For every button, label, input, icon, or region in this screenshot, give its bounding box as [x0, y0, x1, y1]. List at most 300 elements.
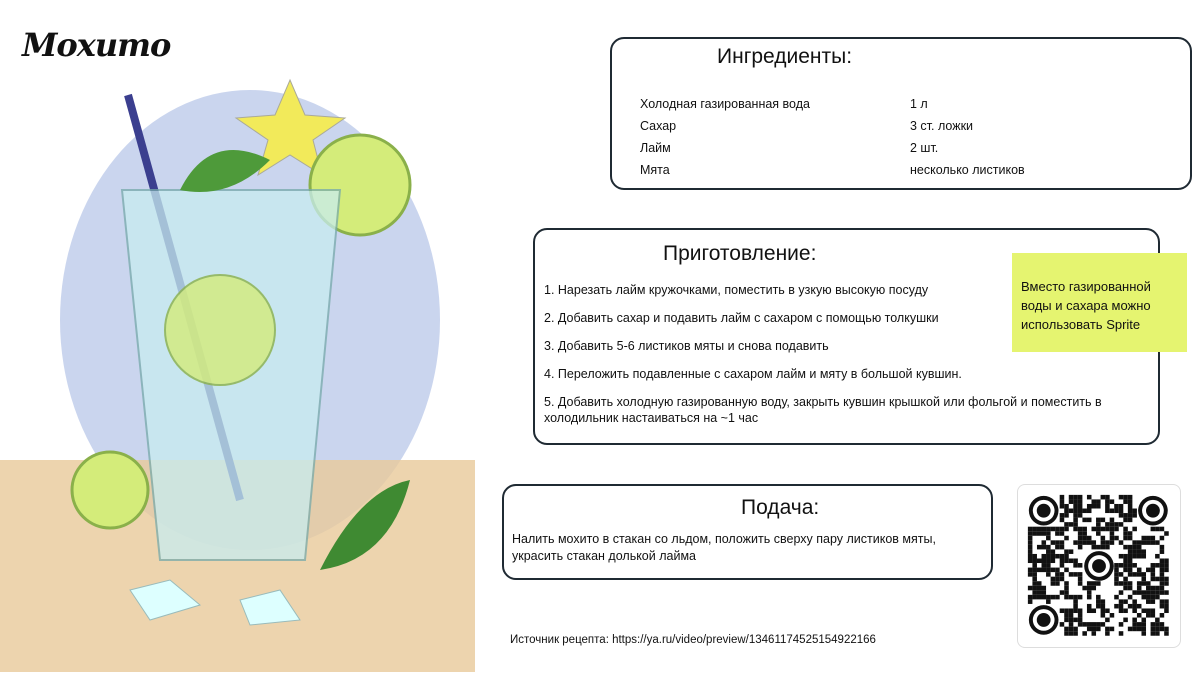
qr-module — [1110, 499, 1115, 504]
ingredient-amount: 1 л — [910, 97, 928, 111]
qr-module — [1155, 586, 1160, 591]
qr-module — [1064, 504, 1069, 509]
qr-module — [1146, 540, 1151, 545]
qr-module — [1141, 540, 1146, 545]
qr-module — [1137, 622, 1142, 627]
qr-module — [1069, 499, 1074, 504]
step: 4. Переложить подавленные с сахаром лайм и мяту в большой кувшин. — [544, 367, 962, 381]
qr-module — [1078, 495, 1083, 500]
qr-module — [1160, 558, 1165, 563]
qr-module — [1051, 540, 1056, 545]
qr-module — [1028, 586, 1033, 591]
qr-module — [1146, 599, 1151, 604]
qr-module — [1137, 572, 1142, 577]
qr-module — [1082, 509, 1087, 514]
qr-module — [1069, 558, 1074, 563]
qr-center-logo — [1092, 559, 1106, 573]
qr-module — [1073, 604, 1078, 609]
qr-module — [1119, 554, 1124, 559]
qr-module — [1123, 586, 1128, 591]
ingredient-row — [640, 97, 1180, 111]
step: 5. Добавить холодную газированную воду, закрыть кувшин крышкой или фольгой и поместить в холодильник настаиваться на ~1 час — [544, 395, 1102, 425]
qr-module — [1132, 627, 1137, 632]
qr-module — [1091, 499, 1096, 504]
qr-module — [1096, 531, 1101, 536]
qr-module — [1055, 554, 1060, 559]
qr-module — [1091, 527, 1096, 532]
qr-module — [1123, 536, 1128, 541]
qr-module — [1060, 531, 1065, 536]
qr-module — [1151, 608, 1156, 613]
qr-module — [1123, 558, 1128, 563]
qr-module — [1078, 499, 1083, 504]
qr-module — [1119, 631, 1124, 636]
qr-module — [1028, 545, 1033, 550]
qr-module — [1078, 531, 1083, 536]
qr-module — [1151, 622, 1156, 627]
qr-module — [1087, 595, 1092, 600]
qr-module — [1132, 618, 1137, 623]
qr-module — [1123, 581, 1128, 586]
qr-module — [1160, 586, 1165, 591]
qr-module — [1119, 509, 1124, 514]
qr-module — [1123, 545, 1128, 550]
qr-module — [1078, 527, 1083, 532]
qr-module — [1032, 554, 1037, 559]
qr-module — [1164, 604, 1169, 609]
qr-module — [1123, 495, 1128, 500]
recipe-source: Источник рецепта: https://ya.ru/video/preview/13461174525154922166 — [510, 634, 876, 646]
qr-module — [1141, 549, 1146, 554]
qr-module — [1119, 590, 1124, 595]
qr-module — [1110, 540, 1115, 545]
qr-module — [1114, 504, 1119, 509]
qr-module — [1141, 572, 1146, 577]
qr-module — [1123, 499, 1128, 504]
qr-module — [1119, 604, 1124, 609]
qr-module — [1087, 509, 1092, 514]
qr-module — [1101, 599, 1106, 604]
qr-module — [1164, 599, 1169, 604]
qr-module — [1123, 513, 1128, 518]
qr-module — [1101, 608, 1106, 613]
qr-module — [1101, 604, 1106, 609]
qr-module — [1037, 527, 1042, 532]
ingredient-name: Сахар — [640, 119, 677, 133]
qr-module — [1119, 608, 1124, 613]
qr-module — [1028, 599, 1033, 604]
qr-module — [1032, 572, 1037, 577]
qr-module — [1114, 604, 1119, 609]
qr-module — [1028, 527, 1033, 532]
qr-module — [1069, 631, 1074, 636]
qr-module — [1160, 577, 1165, 582]
qr-module — [1132, 563, 1137, 568]
qr-module — [1060, 558, 1065, 563]
ingredient-row — [640, 163, 1180, 177]
qr-module — [1078, 595, 1083, 600]
qr-module — [1128, 558, 1133, 563]
qr-module — [1164, 563, 1169, 568]
qr-module — [1123, 531, 1128, 536]
qr-module — [1105, 527, 1110, 532]
qr-module — [1132, 590, 1137, 595]
qr-module — [1060, 572, 1065, 577]
ingredient-amount: 2 шт. — [910, 141, 939, 155]
qr-module — [1137, 568, 1142, 573]
ingredients-heading: Ингредиенты: — [717, 45, 853, 68]
qr-module — [1073, 572, 1078, 577]
qr-module — [1137, 581, 1142, 586]
qr-module — [1146, 586, 1151, 591]
qr-module — [1141, 627, 1146, 632]
qr-module — [1028, 540, 1033, 545]
qr-module — [1042, 558, 1047, 563]
qr-module — [1087, 518, 1092, 523]
qr-module — [1028, 531, 1033, 536]
qr-module — [1164, 558, 1169, 563]
qr-module — [1091, 608, 1096, 613]
qr-module — [1155, 563, 1160, 568]
qr-module — [1151, 563, 1156, 568]
qr-module — [1073, 518, 1078, 523]
qr-module — [1146, 590, 1151, 595]
qr-module — [1046, 568, 1051, 573]
qr-module — [1087, 540, 1092, 545]
qr-module — [1064, 558, 1069, 563]
qr-module — [1132, 527, 1137, 532]
qr-module — [1160, 536, 1165, 541]
qr-module — [1132, 540, 1137, 545]
qr-module — [1032, 586, 1037, 591]
qr-module — [1119, 513, 1124, 518]
qr-module — [1078, 563, 1083, 568]
qr-module — [1060, 499, 1065, 504]
qr-module — [1055, 531, 1060, 536]
qr-module — [1128, 595, 1133, 600]
qr-module — [1146, 595, 1151, 600]
qr-module — [1105, 504, 1110, 509]
qr-module — [1155, 595, 1160, 600]
qr-module — [1060, 518, 1065, 523]
qr-module — [1073, 522, 1078, 527]
qr-module — [1091, 631, 1096, 636]
qr-module — [1046, 527, 1051, 532]
qr-module — [1069, 522, 1074, 527]
qr-finder-pattern — [1037, 613, 1051, 627]
qr-module — [1155, 527, 1160, 532]
qr-module — [1073, 504, 1078, 509]
qr-module — [1160, 622, 1165, 627]
qr-module — [1114, 522, 1119, 527]
qr-module — [1128, 545, 1133, 550]
qr-module — [1114, 581, 1119, 586]
qr-module — [1082, 527, 1087, 532]
qr-module — [1042, 563, 1047, 568]
qr-module — [1028, 536, 1033, 541]
qr-module — [1046, 531, 1051, 536]
qr-module — [1132, 509, 1137, 514]
qr-module — [1160, 527, 1165, 532]
qr-module — [1091, 545, 1096, 550]
qr-module — [1078, 545, 1083, 550]
qr-module — [1064, 554, 1069, 559]
qr-module — [1137, 586, 1142, 591]
qr-module — [1064, 613, 1069, 618]
qr-module — [1073, 627, 1078, 632]
qr-module — [1082, 518, 1087, 523]
serving-card — [502, 484, 993, 580]
qr-module — [1114, 568, 1119, 573]
qr-module — [1078, 618, 1083, 623]
qr-module — [1128, 604, 1133, 609]
qr-module — [1064, 608, 1069, 613]
qr-module — [1132, 513, 1137, 518]
qr-module — [1155, 627, 1160, 632]
qr-module — [1028, 595, 1033, 600]
qr-module — [1060, 590, 1065, 595]
qr-module — [1137, 549, 1142, 554]
serving-heading: Подача: — [741, 496, 820, 519]
qr-module — [1119, 540, 1124, 545]
qr-finder-pattern — [1146, 504, 1160, 518]
qr-module — [1046, 595, 1051, 600]
qr-module — [1114, 572, 1119, 577]
qr-module — [1096, 595, 1101, 600]
qr-module — [1141, 577, 1146, 582]
qr-module — [1087, 627, 1092, 632]
ingredient-row — [640, 119, 1180, 133]
qr-module — [1110, 627, 1115, 632]
qr-module — [1096, 518, 1101, 523]
qr-module — [1028, 558, 1033, 563]
qr-module — [1123, 563, 1128, 568]
qr-module — [1151, 586, 1156, 591]
qr-module — [1123, 568, 1128, 573]
preparation-heading: Приготовление: — [663, 242, 817, 265]
qr-module — [1091, 622, 1096, 627]
qr-module — [1164, 577, 1169, 582]
qr-module — [1073, 595, 1078, 600]
qr-module — [1064, 536, 1069, 541]
qr-module — [1064, 568, 1069, 573]
qr-module — [1073, 599, 1078, 604]
qr-module — [1064, 631, 1069, 636]
qr-module — [1073, 513, 1078, 518]
qr-module — [1155, 554, 1160, 559]
qr-module — [1096, 599, 1101, 604]
qr-module — [1151, 627, 1156, 632]
qr-module — [1037, 558, 1042, 563]
qr-module — [1151, 568, 1156, 573]
qr-module — [1055, 595, 1060, 600]
qr-module — [1087, 604, 1092, 609]
qr-module — [1128, 531, 1133, 536]
qr-module — [1155, 622, 1160, 627]
qr-module — [1032, 531, 1037, 536]
qr-module — [1032, 577, 1037, 582]
qr-module — [1123, 554, 1128, 559]
qr-module — [1069, 595, 1074, 600]
qr-module — [1073, 540, 1078, 545]
qr-module — [1087, 622, 1092, 627]
ingredient-name: Мята — [640, 163, 670, 177]
qr-module — [1114, 509, 1119, 514]
qr-module — [1096, 522, 1101, 527]
qr-module — [1160, 604, 1165, 609]
qr-module — [1101, 495, 1106, 500]
qr-module — [1032, 590, 1037, 595]
qr-module — [1064, 590, 1069, 595]
qr-module — [1046, 545, 1051, 550]
qr-module — [1064, 586, 1069, 591]
qr-module — [1137, 554, 1142, 559]
qr-module — [1155, 631, 1160, 636]
qr-module — [1123, 599, 1128, 604]
qr-module — [1051, 558, 1056, 563]
qr-module — [1160, 613, 1165, 618]
qr-module — [1132, 549, 1137, 554]
qr-module — [1087, 495, 1092, 500]
qr-module — [1151, 613, 1156, 618]
qr-module — [1073, 558, 1078, 563]
qr-module — [1055, 572, 1060, 577]
qr-module — [1042, 595, 1047, 600]
qr-module — [1119, 581, 1124, 586]
qr-module — [1160, 627, 1165, 632]
qr-module — [1082, 531, 1087, 536]
ingredient-row — [640, 141, 1180, 155]
qr-module — [1160, 563, 1165, 568]
qr-module — [1078, 577, 1083, 582]
qr-module — [1110, 536, 1115, 541]
qr-module — [1064, 527, 1069, 532]
qr-module — [1101, 536, 1106, 541]
qr-module — [1042, 590, 1047, 595]
qr-module — [1064, 595, 1069, 600]
qr-module — [1096, 504, 1101, 509]
qr-module — [1114, 536, 1119, 541]
qr-module — [1028, 549, 1033, 554]
ingredient-name: Холодная газированная вода — [640, 97, 810, 111]
qr-module — [1096, 627, 1101, 632]
qr-module — [1046, 599, 1051, 604]
qr-module — [1073, 495, 1078, 500]
qr-module — [1160, 599, 1165, 604]
qr-module — [1069, 613, 1074, 618]
qr-module — [1110, 522, 1115, 527]
qr-module — [1069, 622, 1074, 627]
qr-module — [1064, 549, 1069, 554]
qr-module — [1087, 586, 1092, 591]
qr-module — [1060, 540, 1065, 545]
qr-module — [1141, 581, 1146, 586]
qr-module — [1101, 545, 1106, 550]
qr-module — [1141, 590, 1146, 595]
qr-module — [1141, 536, 1146, 541]
ingredient-amount: несколько листиков — [910, 163, 1025, 177]
qr-module — [1073, 631, 1078, 636]
qr-module — [1141, 595, 1146, 600]
qr-module — [1032, 595, 1037, 600]
qr-module — [1119, 563, 1124, 568]
qr-module — [1105, 499, 1110, 504]
qr-module — [1055, 540, 1060, 545]
qr-module — [1105, 608, 1110, 613]
qr-module — [1151, 595, 1156, 600]
qr-module — [1132, 608, 1137, 613]
qr-module — [1132, 572, 1137, 577]
qr-module — [1073, 563, 1078, 568]
qr-module — [1110, 613, 1115, 618]
qr-module — [1128, 568, 1133, 573]
qr-module — [1096, 545, 1101, 550]
qr-module — [1087, 608, 1092, 613]
qr-module — [1123, 608, 1128, 613]
qr-module — [1028, 554, 1033, 559]
qr-module — [1087, 504, 1092, 509]
qr-module — [1051, 581, 1056, 586]
qr-module — [1137, 613, 1142, 618]
qr-module — [1060, 545, 1065, 550]
step: 2. Добавить сахар и подавить лайм с сахаром с помощью толкушки — [544, 311, 939, 325]
qr-module — [1141, 622, 1146, 627]
qr-module — [1064, 513, 1069, 518]
step: 3. Добавить 5-6 листиков мяты и снова подавить — [544, 339, 829, 353]
qr-module — [1155, 540, 1160, 545]
qr-module — [1105, 618, 1110, 623]
qr-module — [1087, 590, 1092, 595]
qr-module — [1137, 545, 1142, 550]
qr-module — [1032, 568, 1037, 573]
qr-module — [1046, 554, 1051, 559]
qr-module — [1055, 568, 1060, 573]
qr-module — [1096, 581, 1101, 586]
qr-module — [1160, 581, 1165, 586]
qr-module — [1137, 627, 1142, 632]
qr-module — [1073, 509, 1078, 514]
qr-module — [1128, 518, 1133, 523]
qr-module — [1042, 586, 1047, 591]
qr-module — [1091, 581, 1096, 586]
qr-module — [1105, 509, 1110, 514]
qr-module — [1055, 527, 1060, 532]
qr-module — [1032, 527, 1037, 532]
qr-module — [1110, 518, 1115, 523]
qr-module — [1096, 604, 1101, 609]
qr-module — [1051, 577, 1056, 582]
qr-module — [1051, 527, 1056, 532]
serving-text: Налить мохито в стакан со льдом, положить сверху пару листиков мяты, украсить стакан долькой лайма — [512, 532, 936, 563]
qr-module — [1105, 540, 1110, 545]
qr-module — [1164, 531, 1169, 536]
qr-module — [1082, 536, 1087, 541]
qr-module — [1042, 527, 1047, 532]
qr-module — [1082, 631, 1087, 636]
qr-module — [1091, 586, 1096, 591]
qr-module — [1132, 604, 1137, 609]
qr-module — [1128, 536, 1133, 541]
qr-module — [1060, 608, 1065, 613]
qr-module — [1064, 581, 1069, 586]
qr-module — [1069, 549, 1074, 554]
qr-module — [1128, 627, 1133, 632]
qr-code[interactable] — [1017, 484, 1181, 648]
qr-module — [1069, 495, 1074, 500]
qr-module — [1051, 568, 1056, 573]
qr-module — [1128, 504, 1133, 509]
qr-module — [1078, 540, 1083, 545]
